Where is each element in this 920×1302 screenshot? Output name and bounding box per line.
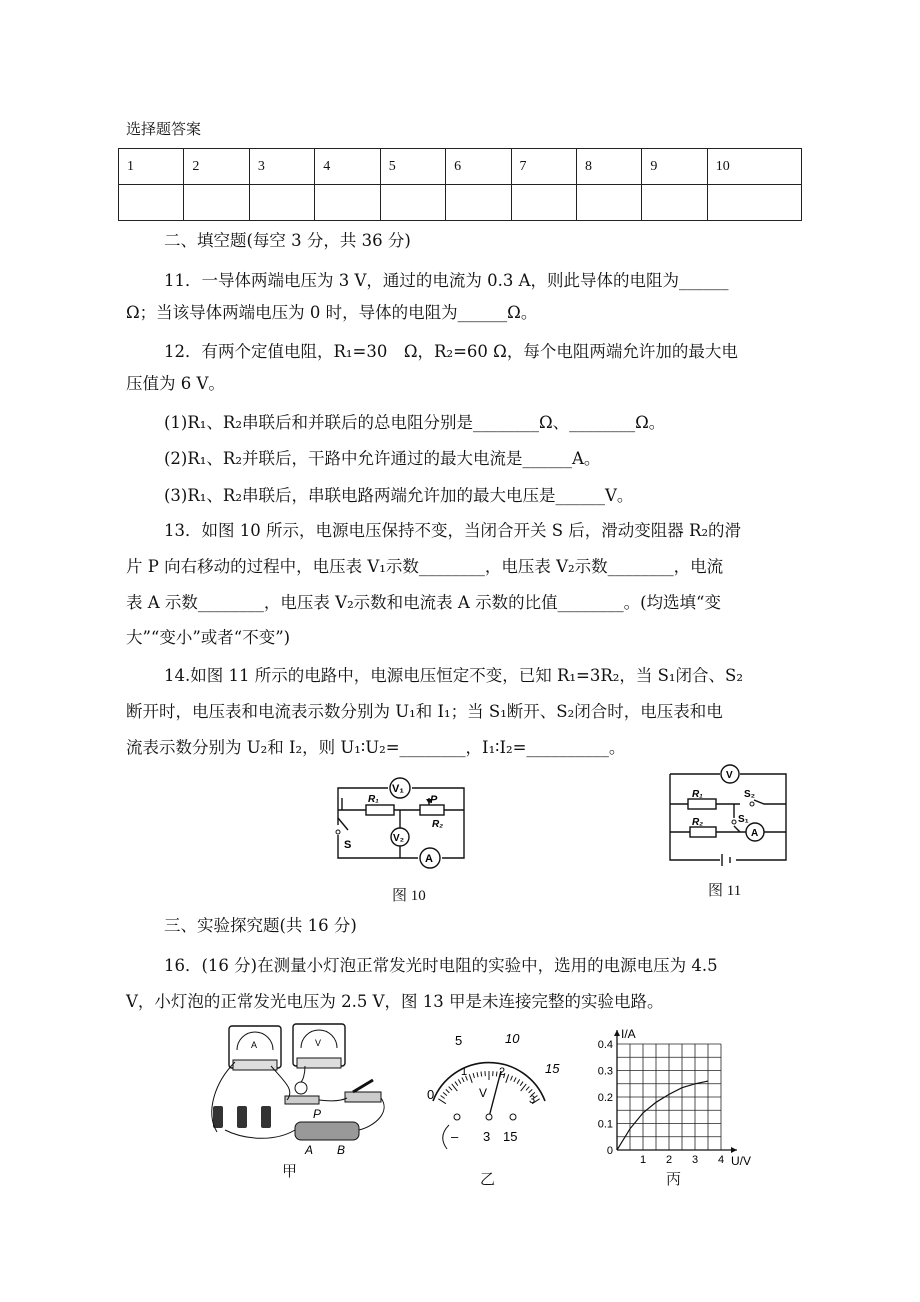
switch-contact-icon [336,830,340,834]
answer-blank[interactable] [707,185,801,221]
fig10-r2-label: R₂ [432,819,444,830]
meter-top-0: 0 [427,1087,435,1102]
bulb-holder [285,1096,319,1104]
meter-tick [441,1096,445,1099]
answer-cell-1: 1 [119,149,184,185]
meter-unit-label: V [479,1086,488,1100]
answer-cell-9: 9 [642,149,707,185]
jia-b-label: B [337,1143,346,1157]
answer-table-header-row [119,149,802,185]
answer-cell-7: 7 [511,149,576,185]
chart-y-axis-label: I/A [621,1027,636,1041]
q14-line3: 流表示数分别为 U₂和 I₂，则 U₁∶U₂=________，I₁∶I₂=__________。 [126,738,626,757]
answer-table-blank-row [119,185,802,221]
answer-cell-5: 5 [380,149,445,185]
answer-blank[interactable] [446,185,511,221]
figure-10-caption: 图 10 [392,888,426,904]
answer-table [118,148,802,221]
y-tick-label: 0.3 [597,1065,613,1078]
fig11-a-label: A [751,828,759,839]
q16-line1: 16．(16 分)在测量小灯泡正常发光时电阻的实验中，选用的电源电压为 4.5 [164,956,718,975]
fig10-p-label: P [430,794,438,806]
q13-line3: 表 A 示数________，电压表 V₂示数和电流表 A 示数的比值________。(均选填“变 [126,593,721,612]
answer-blank[interactable] [380,185,445,221]
q11-line1: 11．一导体两端电压为 3 V，通过的电流为 0.3 A，则此导体的电阻为______ [164,271,729,290]
jia-a-label: A [305,1143,314,1157]
terminal-3-label: 3 [483,1129,491,1144]
q13-line4: 大”“变小”或者“不变”) [126,628,291,647]
figure-11-circuit [660,760,800,872]
terminal-neg-icon [454,1114,460,1120]
meter-tick [446,1089,450,1092]
voltmeter-terminals [297,1058,341,1068]
meter-tick [473,1073,474,1078]
fig11-r1-label: R₁ [692,789,703,800]
meter-tick [455,1082,458,1086]
x-tick-label: 2 [666,1154,673,1166]
meter-top-5: 5 [455,1033,463,1048]
figure-yi-meter [405,1025,575,1155]
terminal-15-icon [510,1114,516,1120]
s1-contact-icon [732,820,736,824]
s2-contact-icon [750,802,754,806]
figure-bing-caption: 丙 [666,1172,682,1188]
terminal-3-icon [486,1114,492,1120]
answer-cell-10: 10 [707,149,801,185]
terminal-neg-label: – [451,1129,459,1144]
meter-tick [438,1099,446,1104]
answer-table-title: 选择题答案 [126,120,202,138]
figure-10-circuit [320,770,480,874]
fig10-a-label: A [425,853,433,865]
fig11-s1-label: S₁ [738,814,749,825]
chart-grid [617,1044,721,1150]
fig10-v2-label: V₂ [393,833,405,844]
fig11-s2-label: S₂ [744,789,756,800]
y-tick-label: 0.1 [597,1118,613,1131]
answer-blank[interactable] [511,185,576,221]
answer-cell-4: 4 [315,149,380,185]
fig11-v-label: V [726,770,733,781]
q12-sub2: (2)R₁、R₂并联后，干路中允许通过的最大电流是______A。 [164,449,601,468]
meter-tick [496,1072,497,1077]
meter-bottom-1: 1 [461,1066,468,1078]
lead-wire [443,1125,449,1149]
q14-line2: 断开时，电压表和电流表示数分别为 U₁和 I₁；当 S₁断开、S₂闭合时，电压表和电 [126,702,723,721]
chart-series [617,1081,708,1150]
meter-tick [477,1072,478,1077]
q13-line1: 13．如图 10 所示，电源电压保持不变，当闭合开关 S 后，滑动变阻器 R₂的滑 [164,521,742,540]
answer-blank[interactable] [184,185,249,221]
q14-line1: 14.如图 11 所示的电路中，电源电压恒定不变，已知 R₁=3R₂，当 S₁闭合、S₂ [164,666,743,685]
jia-ammeter-letter: A [251,1040,258,1050]
q12-line2: 压值为 6 V。 [126,374,225,393]
x-tick-label: 1 [640,1154,647,1166]
meter-tick [511,1076,513,1081]
meter-tick [443,1092,447,1095]
meter-tick [514,1077,516,1081]
y-tick-label: 0.4 [597,1039,613,1051]
answer-blank[interactable] [119,185,184,221]
fig11-r2-label: R₂ [692,817,704,828]
x-axis-arrow-icon [731,1147,737,1153]
answer-blank[interactable] [576,185,641,221]
fig11-r1-resistor [688,799,716,809]
ammeter-terminals [233,1060,277,1070]
answer-cell-3: 3 [249,149,314,185]
answer-blank[interactable] [315,185,380,221]
q12-line1: 12．有两个定值电阻，R₁=30 Ω，R₂=60 Ω，每个电阻两端允许加的最大电 [164,342,738,361]
q16-line2: V，小灯泡的正常发光电压为 2.5 V，图 13 甲是未连接完整的实验电路。 [126,992,664,1011]
meter-ticks [438,1071,539,1104]
meter-top-10: 10 [505,1031,520,1046]
figure-jia-caption: 甲 [282,1164,298,1180]
meter-bottom-2: 2 [499,1066,506,1078]
bulb-icon [295,1082,307,1094]
meter-tick [506,1074,509,1082]
section2-heading: 二、填空题(每空 3 分，共 36 分) [164,231,411,250]
fig11-r2-resistor [690,827,716,837]
answer-cell-8: 8 [576,149,641,185]
jia-p-label: P [313,1107,322,1121]
meter-tick [529,1089,533,1092]
terminal-15-label: 15 [503,1129,518,1144]
iu-curve [617,1081,708,1150]
x-tick-label: 3 [692,1154,699,1166]
meter-tick [452,1084,458,1091]
figure-bing-iu-graph [585,1022,765,1168]
answer-cell-2: 2 [184,149,249,185]
q12-sub1: (1)R₁、R₂串联后和并联后的总电阻分别是________Ω、________Ω。 [164,413,666,432]
y-tick-label: 0 [606,1145,613,1157]
fig10-s-label: S [344,839,352,851]
x-tick-label: 4 [718,1154,725,1166]
meter-tick [481,1072,482,1077]
meter-tick [517,1079,520,1083]
r1-resistor [366,805,394,815]
switch-lever-icon [353,1080,373,1092]
meter-tick [521,1084,527,1091]
meter-tick [526,1087,529,1091]
battery-pack [213,1106,271,1128]
section3-heading: 三、实验探究题(共 16 分) [164,916,357,935]
answer-blank[interactable] [642,185,707,221]
q13-line2: 片 P 向右移动的过程中，电压表 V₁示数________，电压表 V₂示数________，电流 [126,557,724,576]
jia-voltmeter-letter: V [315,1038,322,1048]
meter-tick [520,1082,523,1086]
fig10-r1-label: R₁ [368,794,379,805]
y-tick-label: 0.2 [597,1092,613,1104]
q12-sub3: (3)R₁、R₂串联后，串联电路两端允许加的最大电压是______V。 [164,486,634,505]
meter-tick [469,1074,472,1082]
switch-device [345,1092,381,1102]
figure-jia-apparatus [205,1022,395,1162]
meter-top-15: 15 [545,1061,560,1076]
answer-blank[interactable] [249,185,314,221]
y-axis-arrow-icon [614,1030,620,1036]
meter-tick [462,1077,464,1081]
meter-tick [458,1079,461,1083]
q11-line2: Ω；当该导体两端电压为 0 时，导体的电阻为______Ω。 [126,303,538,322]
figure-yi-caption: 乙 [480,1172,496,1188]
meter-tick [449,1087,452,1091]
fig10-v1-label: V₁ [392,783,404,795]
figure-11-caption: 图 11 [708,883,742,899]
r2-rheostat [420,805,444,815]
meter-bottom-3: 3 [529,1094,536,1106]
answer-cell-6: 6 [446,149,511,185]
chart-x-axis-label: U/V [731,1154,752,1168]
rheostat-device [295,1122,359,1140]
